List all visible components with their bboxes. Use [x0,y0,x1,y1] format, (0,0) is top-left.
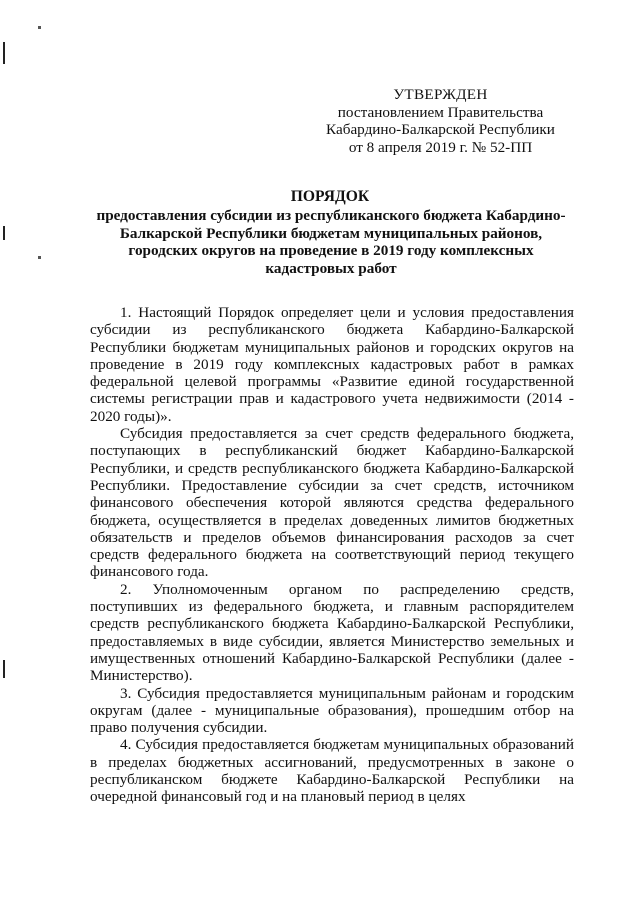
scan-edge-mark [3,226,5,240]
scan-edge-mark [3,42,5,64]
document-title: ПОРЯДОК [290,188,370,205]
paragraph: Субсидия предоставляется за счет средств федерального бюджета, поступающих в республиканский бюджет Кабардино-Балкарской Республики, и средств республиканского бюджета Кабардино-Балкарской Республики. Предоставление субсидии за счет средств, источником финансового обеспечения которой являются средства федерального бюджета, осуществляется в пределах доведенных лимитов бюджетных обязательств и пределов объемов финансирования расходов за счет средств федерального бюджета на соответствующий период текущего финансового года. [90,425,574,581]
approval-stamp: УТВЕРЖДЕН [393,86,488,103]
approval-line: от 8 апреля 2019 г. № 52-ПП [348,138,533,156]
paragraph: 3. Субсидия предоставляется муниципальным районам и городским округам (далее - муниципальные образования), прошедшим отбор на право получения субсидии. [90,684,574,737]
document-subtitle: предоставления субсидии из республиканского бюджета Кабардино-Балкарской Республики бюджетам муниципальных районов, городских округов на проведение в 2019 году комплексных кадастровых работ [96,207,566,278]
scan-dust-dot [38,26,41,29]
approval-block [318,86,563,156]
scan-dust-dot [38,256,41,259]
approval-line: постановлением Правительства [337,103,544,121]
paragraph: 1. Настоящий Порядок определяет цели и условия предоставления субсидии из республиканского бюджета Кабардино-Балкарской Республики бюджетам муниципальных районов и городских округов на проведение в 2019 году комплексных кадастровых работ в рамках федеральной целевой программы «Развитие единой государственной системы регистрации прав и кадастрового учета недвижимости (2014 - 2020 годы)». [90,304,574,425]
scan-edge-mark [3,660,5,678]
approval-line: Кабардино-Балкарской Республики [326,121,555,138]
paragraph: 2. Уполномоченным органом по распределению средств, поступивших из федерального бюджета, и главным распорядителем средств республиканского бюджета Кабардино-Балкарской Республики, предоставляемых в виде субсидии, является Министерство земельных и имущественных отношений Кабардино-Балкарской Республики (далее - Министерство). [90,580,574,685]
document-body [90,304,574,806]
paragraph: 4. Субсидия предоставляется бюджетам муниципальных образований в пределах бюджетных ассигнований, предусмотренных в законе о республиканском бюджете Кабардино-Балкарской Республики на очередной финансовый год и на плановый период в целях [90,736,574,806]
